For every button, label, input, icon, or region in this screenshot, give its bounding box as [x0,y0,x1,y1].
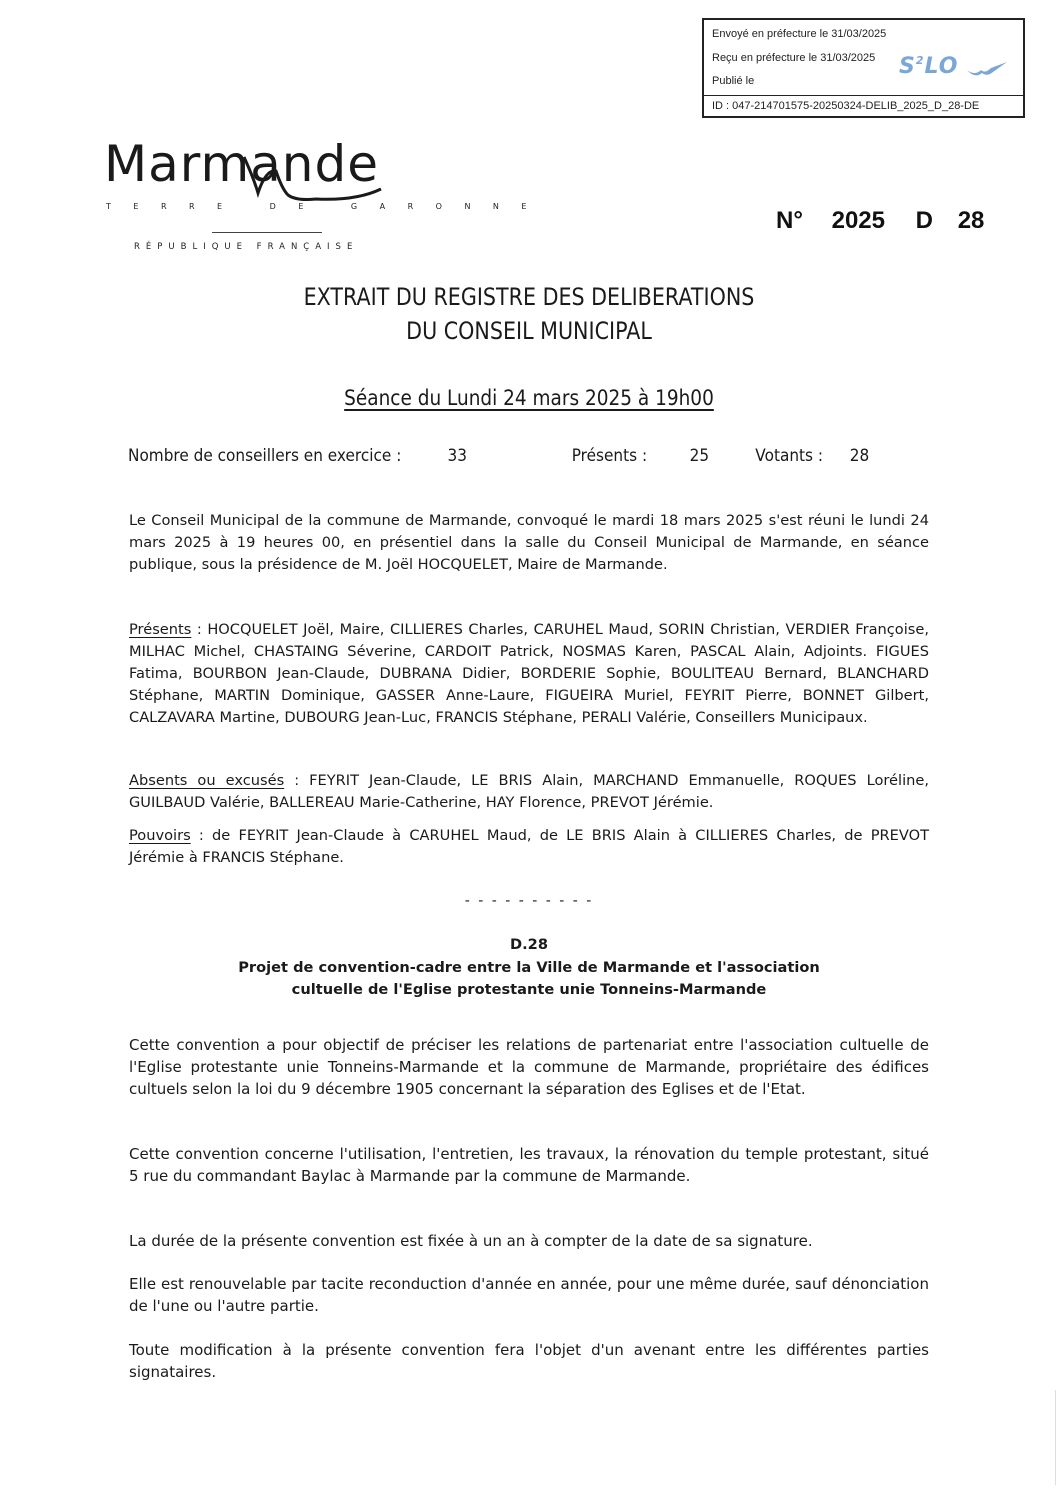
intro-paragraph: Le Conseil Municipal de la commune de Marmande, convoqué le mardi 18 mars 2025 s'est réuni le lundi 24 mars 2025 à 19 heures 00, en présentiel dans la salle du Conseil Municipal de Marmande, en séance publique, sous la présidence de M. Joël HOCQUELET, Maire de Marmande. [129,512,929,573]
body-paragraph: La durée de la présente convention est fixée à un an à compter de la date de sa signature. [129,1232,813,1250]
document-title-line2: DU CONSEIL MUNICIPAL [406,317,652,345]
deliberation-title-line1: Projet de convention-cadre entre la Ville de Marmande et l'association [238,959,820,976]
document-title-line1: EXTRAIT DU REGISTRE DES DELIBERATIONS [303,283,755,311]
s2lo-logo: $S^2LO$ [899,54,1009,84]
body-paragraph: Cette convention a pour objectif de préciser les relations de partenariat entre l'association cultuelle de l'Eglise protestante unie Tonneins-Marmande et la commune de Marmande, propriétaire des édifices cultuels selon la loi du 9 décembre 1905 concernant la séparation des Eglises et de l'Etat. [129,1036,929,1098]
stamp-sent-date: Envoyé en préfecture le 31/03/2025 [712,28,887,40]
proxies [129,825,929,869]
logo-wave-icon [236,149,386,209]
present-members [129,619,929,729]
section-separator: - - - - - - - - - - [464,893,594,909]
number-value: 28 [957,207,985,234]
absent-members-label: Absents ou excusés [129,772,285,789]
number-year: 2025 [831,207,885,234]
number-letter: D [915,207,934,234]
stamp-received-date: Reçu en préfecture le 31/03/2025 [712,52,876,64]
s2lo-swoosh-icon [965,60,1009,78]
logo-name: Marmande [104,135,379,193]
voters-label: Votants : [755,446,824,466]
marmande-logo [104,135,549,255]
in-office-value: 33 [447,446,467,466]
logo-republic: RÉPUBLIQUE FRANÇAISE [134,242,359,252]
logo-tagline: TERRE DE GARONNE [106,202,549,211]
proxies-list: : de FEYRIT Jean-Claude à CARUHEL Maud, de LE BRIS Alain à CILLIERES Charles, de PREVOT Jérémie à FRANCIS Stéphane. [129,827,929,866]
present-members-list: : HOCQUELET Joël, Maire, CILLIERES Charles, CARUHEL Maud, SORIN Christian, VERDIER Françoise, MILHAC Michel, CHASTAING Séverine, CARDOIT Patrick, NOSMAS Karen, PASCAL Alain, Adjoints. FIGUES Fatima, BOURBON Jean-Claude, DUBRANA Didier, BORDERIE Sophie, BOULITEAU Bernard, BLANCHARD Stéphane, MARTIN Dominique, GASSER Anne-Laure, FIGUEIRA Muriel, FEYRIT Pierre, BONNET Gilbert, CALZAVARA Martine, DUBOURG Jean-Luc, FRANCIS Stéphane, PERALI Valérie, Conseillers Municipaux. [129,621,929,726]
body-paragraph: Cette convention concerne l'utilisation, l'entretien, les travaux, la rénovation du temple protestant, situé 5 rue du commandant Baylac à Marmande par la commune de Marmande. [129,1145,929,1185]
stamp-published: Publié le [712,75,755,87]
session-date: Séance du Lundi 24 mars 2025 à 19h00 [344,386,714,410]
present-value: 25 [689,446,710,466]
present-label: Présents : [571,446,648,466]
deliberation-number [776,207,984,235]
session-heading [63,386,994,410]
body-paragraph: Elle est renouvelable par tacite reconduction d'année en année, pour une même durée, sauf dénonciation de l'une ou l'autre partie. [129,1275,929,1315]
body-paragraph: Toute modification à la présente convention fera l'objet d'un avenant entre les différentes parties signataires. [129,1341,929,1381]
scan-edge-line [1055,1390,1056,1485]
deliberation-code: D.28 [510,936,548,953]
proxies-label: Pouvoirs [129,827,191,844]
stamp-id: ID : 047-214701575-20250324-DELIB_2025_D_28-DE [712,100,980,112]
absent-members-list: : FEYRIT Jean-Claude, LE BRIS Alain, MARCHAND Emmanuelle, ROQUES Loréline, GUILBAUD Valérie, BALLEREAU Marie-Catherine, HAY Florence, PREVOT Jérémie. [129,772,930,811]
absent-members [129,770,929,814]
voters-value: 28 [849,446,870,466]
in-office-label: Nombre de conseillers en exercice : [128,446,402,466]
stamp-divider [704,95,1023,96]
logo-rule [212,232,322,233]
present-members-label: Présents [129,621,192,638]
prefecture-stamp [702,18,1025,118]
deliberation-title-line2: cultuelle de l'Eglise protestante unie Tonneins-Marmande [291,981,767,998]
number-prefix: N° [776,207,803,234]
